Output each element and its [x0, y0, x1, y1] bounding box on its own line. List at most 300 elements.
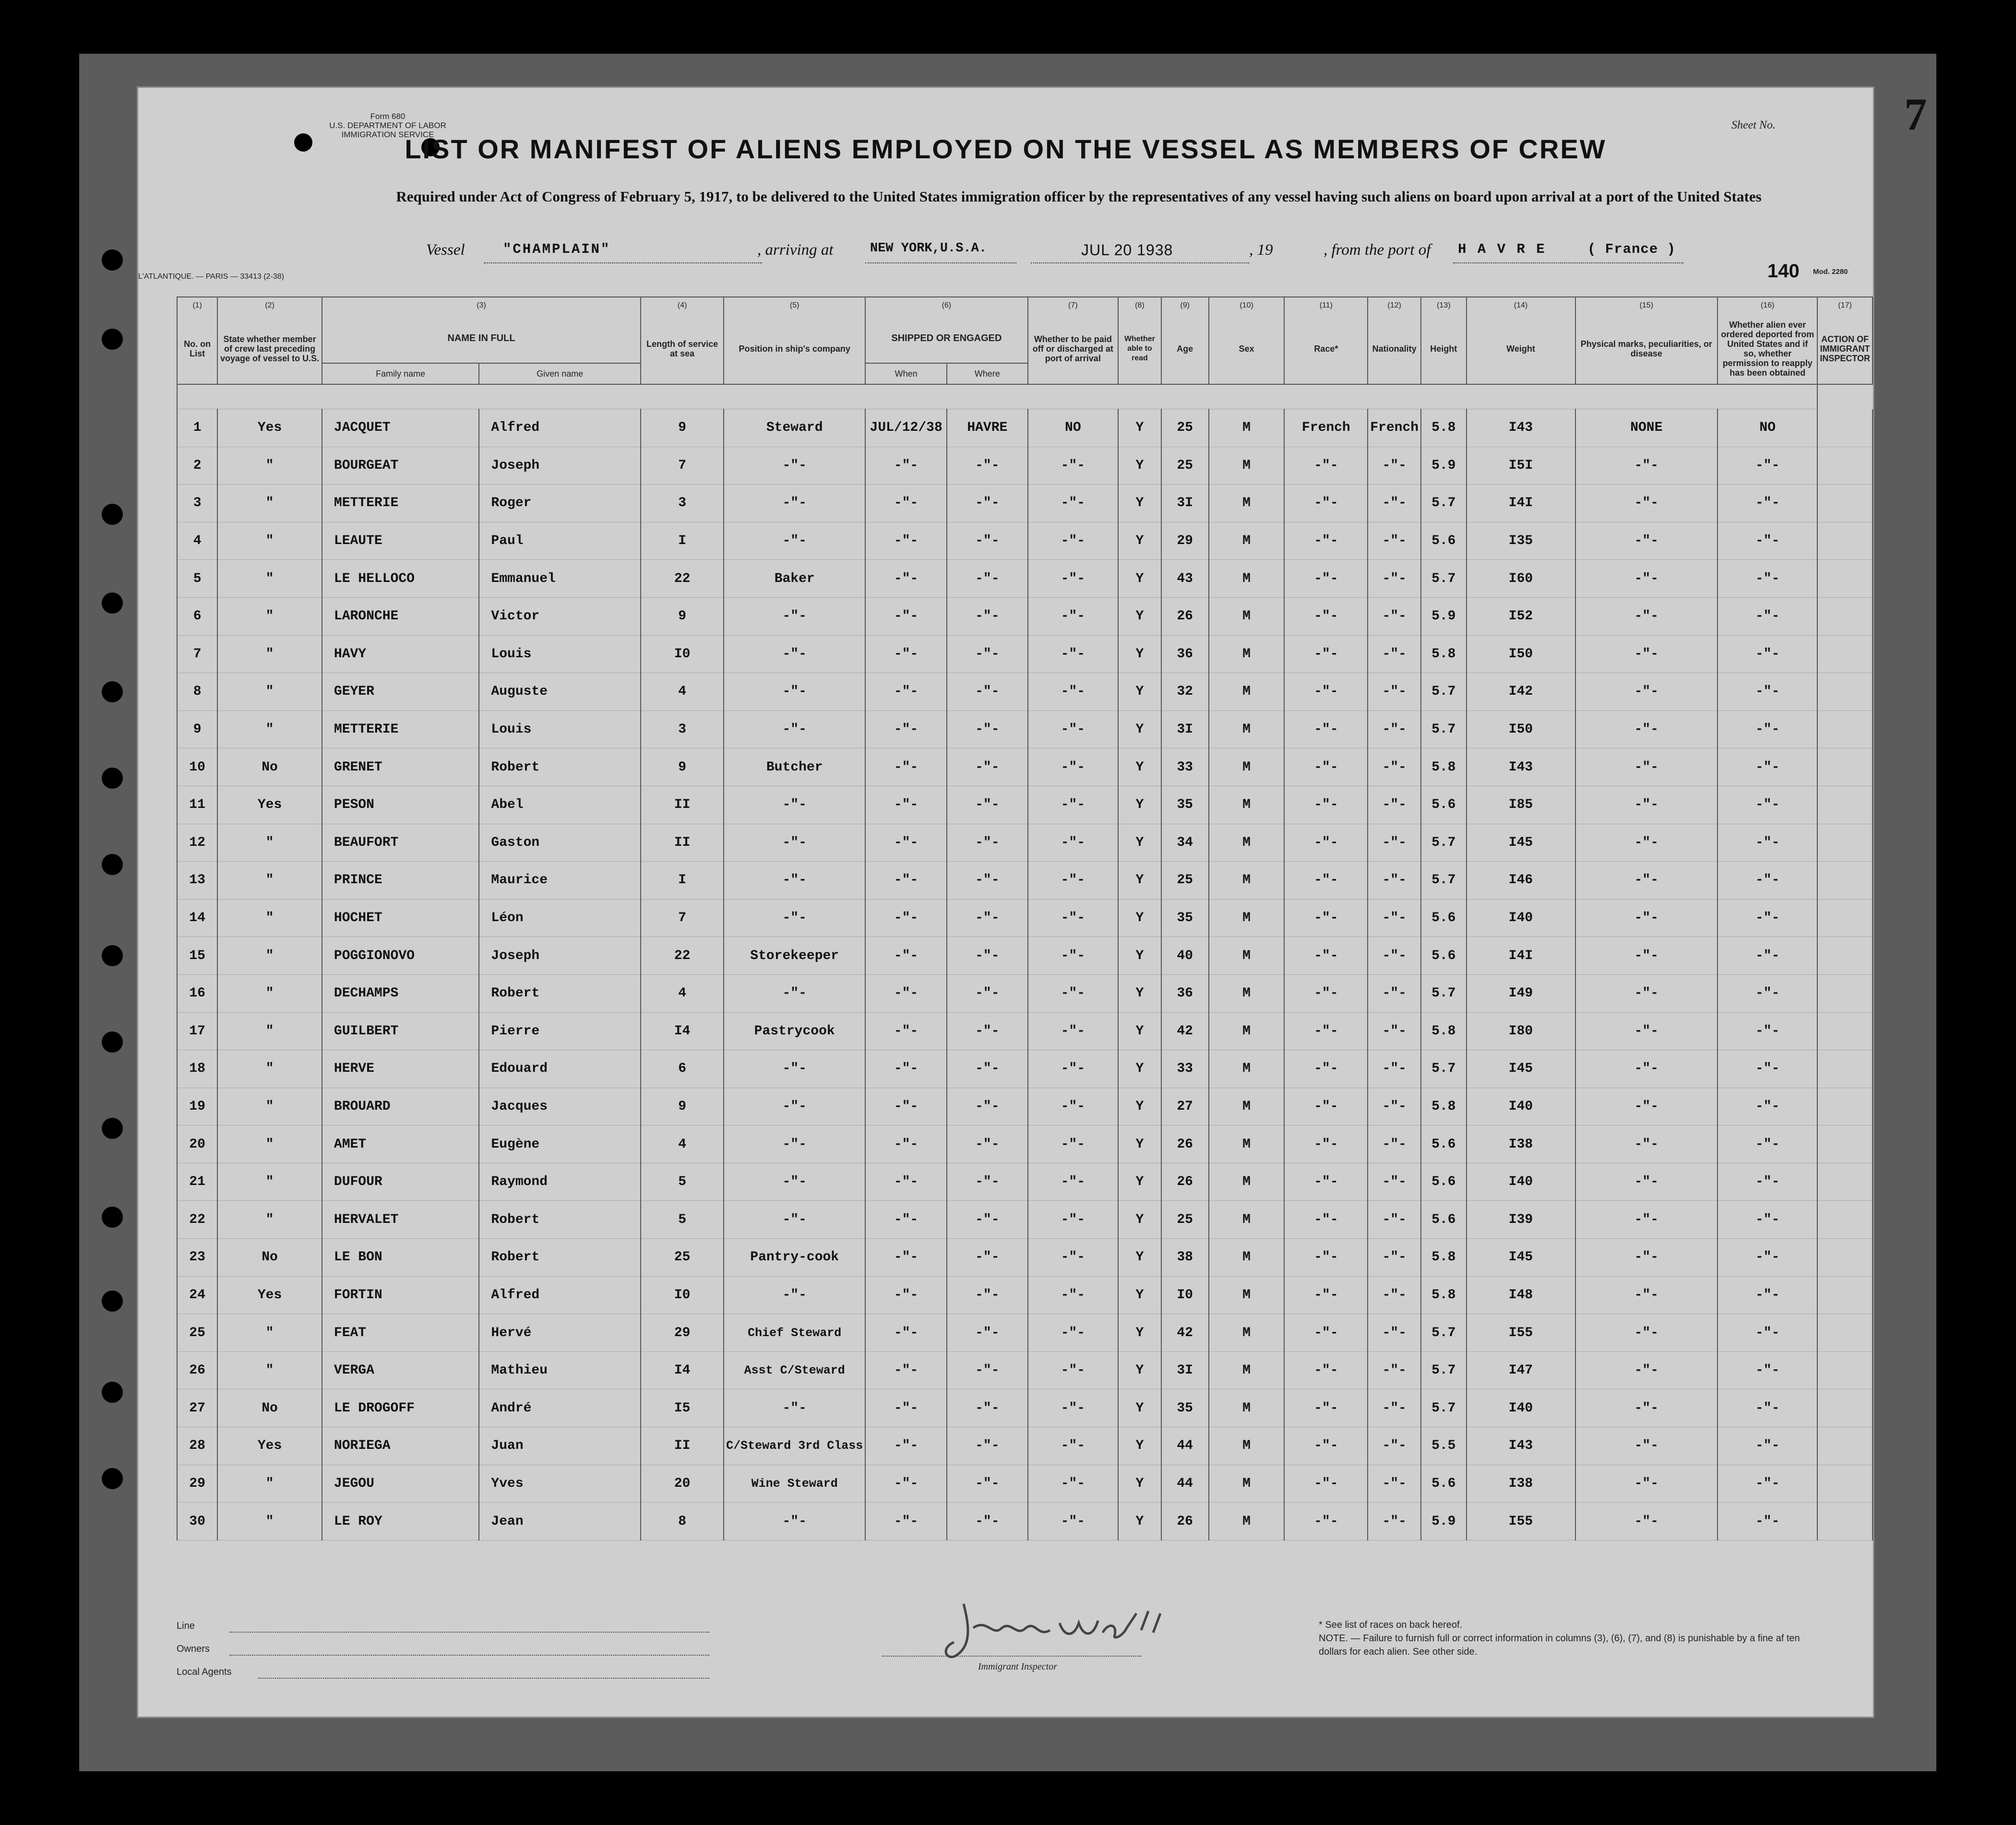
race-cell: -"- — [1284, 1163, 1368, 1201]
age-cell: 26 — [1161, 1163, 1209, 1201]
shipped-where-cell: -"- — [947, 522, 1028, 560]
family-name-cell: GUILBERT — [322, 1012, 479, 1050]
length-of-service-cell: I5 — [641, 1389, 724, 1427]
shipped-when-cell: -"- — [865, 711, 947, 748]
height-cell: 5.7 — [1421, 824, 1466, 862]
height-cell: 5.7 — [1421, 1389, 1466, 1427]
family-name-cell: METTERIE — [322, 711, 479, 748]
table-row — [177, 673, 1873, 711]
inspector-action-cell — [1817, 447, 1873, 485]
vessel-line — [138, 241, 1873, 265]
weight-cell: I45 — [1467, 1239, 1575, 1277]
shipped-when-cell: -"- — [865, 748, 947, 786]
position-cell: C/Steward 3rd Class — [724, 1427, 865, 1465]
header-age: Age — [1161, 314, 1209, 384]
position-cell: Butcher — [724, 748, 865, 786]
header-where: Where — [947, 363, 1028, 384]
length-of-service-cell: I — [641, 522, 724, 560]
sex-cell: M — [1209, 485, 1285, 522]
shipped-when-cell: -"- — [865, 1276, 947, 1314]
nationality-cell: -"- — [1368, 899, 1421, 937]
position-cell: Steward — [724, 409, 865, 447]
table-row — [177, 786, 1873, 824]
position-cell: -"- — [724, 1389, 865, 1427]
family-name-cell: PESON — [322, 786, 479, 824]
table-row — [177, 635, 1873, 673]
length-of-service-cell: 9 — [641, 597, 724, 635]
inspector-action-cell — [1817, 1201, 1873, 1239]
sex-cell: M — [1209, 937, 1285, 975]
shipped-when-cell: -"- — [865, 1126, 947, 1163]
deported-cell: -"- — [1718, 673, 1817, 711]
able-to-read-cell: Y — [1118, 1427, 1161, 1465]
binder-hole — [102, 1382, 123, 1403]
paid-off-cell: -"- — [1028, 1050, 1118, 1088]
length-of-service-cell: I4 — [641, 1012, 724, 1050]
paid-off-cell: -"- — [1028, 1314, 1118, 1352]
inspector-action-cell — [1817, 824, 1873, 862]
weight-cell: I40 — [1467, 1163, 1575, 1201]
paid-off-cell: -"- — [1028, 1276, 1118, 1314]
arriving-underline — [865, 262, 1016, 263]
inspector-action-cell — [1817, 1050, 1873, 1088]
deported-cell: -"- — [1718, 1163, 1817, 1201]
arriving-label: , arriving at — [757, 241, 834, 259]
sex-cell: M — [1209, 1126, 1285, 1163]
weight-cell: I60 — [1467, 560, 1575, 598]
length-of-service-cell: 4 — [641, 673, 724, 711]
colnum-3: (3) — [322, 297, 641, 314]
physical-marks-cell: -"- — [1575, 1503, 1718, 1541]
row-number-cell: 23 — [177, 1239, 217, 1277]
shipped-where-cell: -"- — [947, 1427, 1028, 1465]
row-number-cell: 4 — [177, 522, 217, 560]
paid-off-cell: -"- — [1028, 899, 1118, 937]
sex-cell: M — [1209, 560, 1285, 598]
binder-hole — [102, 1207, 123, 1228]
able-to-read-cell: Y — [1118, 1088, 1161, 1126]
year-label: , 19 — [1249, 241, 1273, 259]
page-title: LIST OR MANIFEST OF ALIENS EMPLOYED ON THE VESSEL AS MEMBERS OF CREW — [405, 134, 1607, 164]
inspector-action-cell — [1817, 1163, 1873, 1201]
family-name-cell: FEAT — [322, 1314, 479, 1352]
age-cell: 34 — [1161, 824, 1209, 862]
physical-marks-cell: -"- — [1575, 1389, 1718, 1427]
shipped-when-cell: -"- — [865, 1201, 947, 1239]
inspector-action-cell — [1817, 786, 1873, 824]
table-row — [177, 1239, 1873, 1277]
inspector-action-cell — [1817, 1465, 1873, 1503]
colnum-2: (2) — [217, 297, 322, 314]
deported-cell: -"- — [1718, 862, 1817, 900]
deported-cell: -"- — [1718, 711, 1817, 748]
previous-voyage-cell: " — [217, 1351, 322, 1389]
able-to-read-cell: Y — [1118, 1163, 1161, 1201]
deported-cell: -"- — [1718, 1201, 1817, 1239]
local-agents-label: Local Agents — [177, 1667, 232, 1677]
inspector-action-cell — [1817, 1012, 1873, 1050]
able-to-read-cell: Y — [1118, 1503, 1161, 1541]
able-to-read-cell: Y — [1118, 748, 1161, 786]
deported-cell: -"- — [1718, 937, 1817, 975]
table-row — [177, 899, 1873, 937]
nationality-cell: -"- — [1368, 1163, 1421, 1201]
age-cell: 26 — [1161, 597, 1209, 635]
height-cell: 5.9 — [1421, 597, 1466, 635]
shipped-when-cell: -"- — [865, 1351, 947, 1389]
inspector-action-cell — [1817, 597, 1873, 635]
race-cell: -"- — [1284, 1276, 1368, 1314]
header-nationality: Nationality — [1368, 314, 1421, 384]
colnum-17: (17) — [1817, 297, 1873, 314]
age-cell: 42 — [1161, 1012, 1209, 1050]
manifest-sheet — [137, 86, 1927, 1718]
table-row — [177, 1314, 1873, 1352]
deported-cell: -"- — [1718, 1503, 1817, 1541]
physical-marks-cell: -"- — [1575, 673, 1718, 711]
weight-cell: I4I — [1467, 937, 1575, 975]
age-cell: 38 — [1161, 1239, 1209, 1277]
paid-off-cell: -"- — [1028, 485, 1118, 522]
row-number-cell: 22 — [177, 1201, 217, 1239]
position-cell: -"- — [724, 522, 865, 560]
weight-cell: I4I — [1467, 485, 1575, 522]
length-of-service-cell: I — [641, 862, 724, 900]
position-cell: -"- — [724, 824, 865, 862]
binder-hole — [102, 945, 123, 966]
given-name-cell: Pierre — [479, 1012, 641, 1050]
row-number-cell: 8 — [177, 673, 217, 711]
sex-cell: M — [1209, 1427, 1285, 1465]
race-cell: -"- — [1284, 447, 1368, 485]
shipped-where-cell: -"- — [947, 937, 1028, 975]
shipped-when-cell: -"- — [865, 485, 947, 522]
position-cell: Asst C/Steward — [724, 1351, 865, 1389]
able-to-read-cell: Y — [1118, 635, 1161, 673]
row-number-cell: 20 — [177, 1126, 217, 1163]
row-number-cell: 30 — [177, 1503, 217, 1541]
table-row — [177, 1276, 1873, 1314]
deported-cell: -"- — [1718, 597, 1817, 635]
previous-voyage-cell: " — [217, 597, 322, 635]
able-to-read-cell: Y — [1118, 1012, 1161, 1050]
paid-off-cell: -"- — [1028, 560, 1118, 598]
paid-off-cell: -"- — [1028, 974, 1118, 1012]
form-number: Form 680 — [370, 112, 406, 121]
weight-cell: I85 — [1467, 786, 1575, 824]
sex-cell: M — [1209, 974, 1285, 1012]
shipped-when-cell: -"- — [865, 1389, 947, 1427]
previous-voyage-cell: " — [217, 711, 322, 748]
deported-cell: -"- — [1718, 1351, 1817, 1389]
paid-off-cell: -"- — [1028, 748, 1118, 786]
able-to-read-cell: Y — [1118, 824, 1161, 862]
paid-off-cell: -"- — [1028, 522, 1118, 560]
inspector-action-cell — [1817, 1389, 1873, 1427]
family-name-cell: HAVY — [322, 635, 479, 673]
row-number-cell: 5 — [177, 560, 217, 598]
length-of-service-cell: 9 — [641, 748, 724, 786]
paid-off-cell: -"- — [1028, 824, 1118, 862]
header-read: Whether able to read — [1118, 314, 1161, 384]
weight-cell: I80 — [1467, 1012, 1575, 1050]
given-name-cell: Joseph — [479, 447, 641, 485]
family-name-cell: DUFOUR — [322, 1163, 479, 1201]
paid-off-cell: NO — [1028, 409, 1118, 447]
shipped-where-cell: -"- — [947, 1503, 1028, 1541]
nationality-cell: -"- — [1368, 786, 1421, 824]
sex-cell: M — [1209, 1389, 1285, 1427]
sex-cell: M — [1209, 1314, 1285, 1352]
weight-cell: I55 — [1467, 1314, 1575, 1352]
deported-cell: -"- — [1718, 1276, 1817, 1314]
physical-marks-cell: -"- — [1575, 1276, 1718, 1314]
nationality-cell: -"- — [1368, 824, 1421, 862]
able-to-read-cell: Y — [1118, 1389, 1161, 1427]
shipped-when-cell: -"- — [865, 560, 947, 598]
previous-voyage-cell: " — [217, 1088, 322, 1126]
weight-cell: I45 — [1467, 1050, 1575, 1088]
weight-cell: I38 — [1467, 1465, 1575, 1503]
length-of-service-cell: 29 — [641, 1314, 724, 1352]
row-number-cell: 18 — [177, 1050, 217, 1088]
stamp-number: 140 — [1767, 261, 1800, 282]
previous-voyage-cell: " — [217, 1012, 322, 1050]
family-name-cell: GRENET — [322, 748, 479, 786]
position-cell: Wine Steward — [724, 1465, 865, 1503]
shipped-where-cell: -"- — [947, 786, 1028, 824]
colnum-1: (1) — [177, 297, 217, 314]
position-cell: -"- — [724, 447, 865, 485]
table-row — [177, 1126, 1873, 1163]
nationality-cell: -"- — [1368, 1239, 1421, 1277]
shipped-when-cell: -"- — [865, 1314, 947, 1352]
page-subtitle: Required under Act of Congress of February 5, 1917, to be delivered to the United States immigration officer by the representatives of any vessel having such aliens on board upon arrival at a port of the United States — [396, 188, 1762, 205]
shipped-where-cell: -"- — [947, 824, 1028, 862]
age-cell: 3I — [1161, 1351, 1209, 1389]
shipped-where-cell: -"- — [947, 635, 1028, 673]
family-name-cell: LE BON — [322, 1239, 479, 1277]
length-of-service-cell: 5 — [641, 1163, 724, 1201]
previous-voyage-cell: No — [217, 1389, 322, 1427]
nationality-cell: -"- — [1368, 1050, 1421, 1088]
race-cell: French — [1284, 409, 1368, 447]
age-cell: 40 — [1161, 937, 1209, 975]
position-cell: -"- — [724, 1201, 865, 1239]
given-name-cell: Robert — [479, 1201, 641, 1239]
nationality-cell: -"- — [1368, 1276, 1421, 1314]
height-cell: 5.7 — [1421, 974, 1466, 1012]
row-number-cell: 13 — [177, 862, 217, 900]
age-cell: 36 — [1161, 635, 1209, 673]
arriving-port: NEW YORK,U.S.A. — [870, 241, 987, 256]
deported-cell: -"- — [1718, 560, 1817, 598]
race-cell: -"- — [1284, 1126, 1368, 1163]
length-of-service-cell: 20 — [641, 1465, 724, 1503]
height-cell: 5.6 — [1421, 786, 1466, 824]
sheet-label: Sheet No. — [1731, 119, 1776, 131]
races-note: * See list of races on back hereof. — [1319, 1620, 1463, 1630]
able-to-read-cell: Y — [1118, 1351, 1161, 1389]
paid-off-cell: -"- — [1028, 862, 1118, 900]
physical-marks-cell: -"- — [1575, 974, 1718, 1012]
manifest-body — [177, 409, 1873, 1541]
physical-marks-cell: -"- — [1575, 1465, 1718, 1503]
sex-cell: M — [1209, 899, 1285, 937]
inspector-action-cell — [1817, 522, 1873, 560]
height-cell: 5.6 — [1421, 1201, 1466, 1239]
deported-cell: -"- — [1718, 1427, 1817, 1465]
shipped-where-cell: -"- — [947, 1088, 1028, 1126]
race-cell: -"- — [1284, 1012, 1368, 1050]
length-of-service-cell: 3 — [641, 711, 724, 748]
shipped-when-cell: -"- — [865, 1050, 947, 1088]
table-row — [177, 1389, 1873, 1427]
physical-marks-cell: -"- — [1575, 711, 1718, 748]
nationality-cell: -"- — [1368, 1503, 1421, 1541]
given-name-cell: Léon — [479, 899, 641, 937]
paid-off-cell: -"- — [1028, 786, 1118, 824]
vessel-name: "CHAMPLAIN" — [503, 241, 611, 257]
shipped-where-cell: -"- — [947, 1351, 1028, 1389]
given-name-cell: Robert — [479, 974, 641, 1012]
sex-cell: M — [1209, 1503, 1285, 1541]
height-cell: 5.6 — [1421, 1126, 1466, 1163]
shipped-where-cell: -"- — [947, 1314, 1028, 1352]
header-service: Length of service at sea — [641, 314, 724, 384]
binder-hole — [102, 593, 123, 614]
row-number-cell: 7 — [177, 635, 217, 673]
able-to-read-cell: Y — [1118, 786, 1161, 824]
row-number-cell: 10 — [177, 748, 217, 786]
race-cell: -"- — [1284, 1314, 1368, 1352]
physical-marks-cell: -"- — [1575, 937, 1718, 975]
sex-cell: M — [1209, 673, 1285, 711]
paid-off-cell: -"- — [1028, 635, 1118, 673]
physical-marks-cell: -"- — [1575, 1351, 1718, 1389]
race-cell: -"- — [1284, 748, 1368, 786]
length-of-service-cell: 25 — [641, 1239, 724, 1277]
physical-marks-cell: -"- — [1575, 522, 1718, 560]
port-underline — [1453, 262, 1683, 263]
sex-cell: M — [1209, 1088, 1285, 1126]
given-name-cell: Joseph — [479, 937, 641, 975]
position-cell: -"- — [724, 786, 865, 824]
inspector-action-cell — [1817, 937, 1873, 975]
physical-marks-cell: -"- — [1575, 1163, 1718, 1201]
able-to-read-cell: Y — [1118, 1050, 1161, 1088]
height-cell: 5.8 — [1421, 748, 1466, 786]
sex-cell: M — [1209, 1351, 1285, 1389]
shipped-where-cell: -"- — [947, 899, 1028, 937]
family-name-cell: VERGA — [322, 1351, 479, 1389]
given-name-cell: Hervé — [479, 1314, 641, 1352]
nationality-cell: -"- — [1368, 447, 1421, 485]
age-cell: 25 — [1161, 447, 1209, 485]
position-cell: -"- — [724, 974, 865, 1012]
shipped-when-cell: -"- — [865, 824, 947, 862]
family-name-cell: DECHAMPS — [322, 974, 479, 1012]
table-row — [177, 1050, 1873, 1088]
row-number-cell: 11 — [177, 786, 217, 824]
table-row — [177, 824, 1873, 862]
weight-cell: I40 — [1467, 1389, 1575, 1427]
crew-manifest-table — [177, 296, 1873, 1541]
given-name-cell: Louis — [479, 711, 641, 748]
header-position: Position in ship's company — [724, 314, 865, 384]
previous-voyage-cell: Yes — [217, 786, 322, 824]
nationality-cell: -"- — [1368, 1427, 1421, 1465]
able-to-read-cell: Y — [1118, 597, 1161, 635]
sex-cell: M — [1209, 1201, 1285, 1239]
row-number-cell: 27 — [177, 1389, 217, 1427]
given-name-cell: Auguste — [479, 673, 641, 711]
nationality-cell: -"- — [1368, 1012, 1421, 1050]
position-cell: Pastrycook — [724, 1012, 865, 1050]
given-name-cell: Maurice — [479, 862, 641, 900]
able-to-read-cell: Y — [1118, 1126, 1161, 1163]
sex-cell: M — [1209, 1012, 1285, 1050]
height-cell: 5.6 — [1421, 522, 1466, 560]
paid-off-cell: -"- — [1028, 1126, 1118, 1163]
inspector-action-cell — [1817, 1126, 1873, 1163]
height-cell: 5.8 — [1421, 635, 1466, 673]
able-to-read-cell: Y — [1118, 974, 1161, 1012]
shipped-when-cell: -"- — [865, 447, 947, 485]
given-name-cell: Eugène — [479, 1126, 641, 1163]
row-number-cell: 25 — [177, 1314, 217, 1352]
colnum-4: (4) — [641, 297, 724, 314]
able-to-read-cell: Y — [1118, 522, 1161, 560]
previous-voyage-cell: " — [217, 1201, 322, 1239]
weight-cell: I40 — [1467, 899, 1575, 937]
deported-cell: -"- — [1718, 1050, 1817, 1088]
weight-cell: I46 — [1467, 862, 1575, 900]
colnum-9: (9) — [1161, 297, 1209, 314]
sex-cell: M — [1209, 824, 1285, 862]
weight-cell: I42 — [1467, 673, 1575, 711]
colnum-14: (14) — [1467, 297, 1575, 314]
height-cell: 5.6 — [1421, 1163, 1466, 1201]
table-row — [177, 862, 1873, 900]
height-cell: 5.9 — [1421, 447, 1466, 485]
deported-cell: -"- — [1718, 485, 1817, 522]
shipped-when-cell: -"- — [865, 1012, 947, 1050]
given-name-cell: Paul — [479, 522, 641, 560]
shipped-where-cell: -"- — [947, 748, 1028, 786]
physical-marks-cell: -"- — [1575, 824, 1718, 862]
length-of-service-cell: 7 — [641, 447, 724, 485]
paid-off-cell: -"- — [1028, 1201, 1118, 1239]
arrival-date-stamp: JUL 20 1938 — [1081, 241, 1173, 259]
age-cell: 33 — [1161, 748, 1209, 786]
position-cell: -"- — [724, 1163, 865, 1201]
height-cell: 5.6 — [1421, 937, 1466, 975]
header-row — [177, 314, 1873, 363]
colnum-8: (8) — [1118, 297, 1161, 314]
paid-off-cell: -"- — [1028, 1012, 1118, 1050]
height-cell: 5.7 — [1421, 673, 1466, 711]
header-previous-voyage: State whether member of crew last preceding voyage of vessel to U.S. — [217, 314, 322, 384]
header-sex: Sex — [1209, 314, 1285, 384]
shipped-where-cell: -"- — [947, 1126, 1028, 1163]
paid-off-cell: -"- — [1028, 937, 1118, 975]
table-row — [177, 711, 1873, 748]
paid-off-cell: -"- — [1028, 711, 1118, 748]
family-name-cell: PRINCE — [322, 862, 479, 900]
row-number-cell: 16 — [177, 974, 217, 1012]
given-name-cell: Victor — [479, 597, 641, 635]
